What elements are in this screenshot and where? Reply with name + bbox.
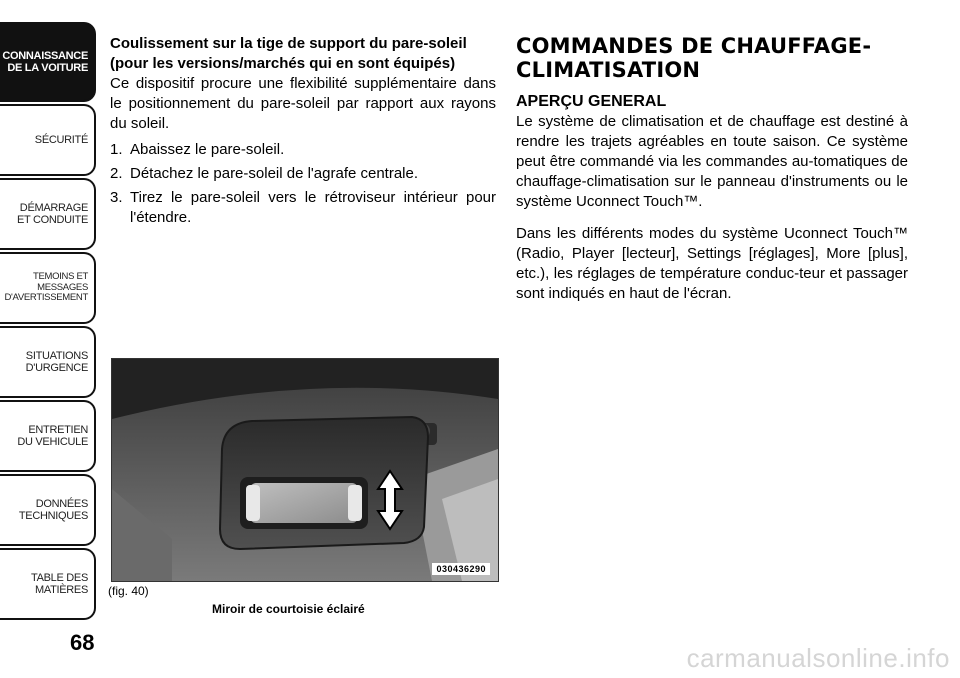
tab-temoins-messages[interactable]: TEMOINS ET MESSAGES D'AVERTISSEMENT [0,252,96,324]
page-number: 68 [70,630,95,655]
list-item: 2. Détachez le pare-soleil de l'agrafe centrale. [110,165,419,182]
tab-entretien-vehicule[interactable]: ENTRETIEN DU VEHICULE [0,400,96,472]
right-column [516,34,908,316]
sun-visor-figure [111,358,499,582]
modes-paragraph: Dans les différents modes du système Uconnect Touch™ (Radio, Player [lecteur], Settings [réglages], More [plus], etc.), les réglages de température conduc-teur et passager sont indiqués en haut de l'écran. [516,225,908,302]
figure-code: 030436290 [432,563,490,575]
tab-table-matieres[interactable]: TABLE DES MATIÈRES [0,548,96,620]
section-title: COMMANDES DE CHAUFFAGE-CLIMATISATION [516,34,872,82]
watermark: carmanualsonline.info [686,643,950,673]
list-item: 3. Tirez le pare-soleil vers le rétroviseur intérieur pour l'étendre. [110,189,496,226]
subheading: Coulissement sur la tige de support du pare-soleil (pour les versions/marchés qui en sont équipés) [110,35,467,72]
tab-connaissance-voiture[interactable]: CONNAISSANCE DE LA VOITURE [0,22,96,102]
steps-list [110,140,496,228]
chapter-sidebar [0,0,98,678]
tab-demarrage-conduite[interactable]: DÉMARRAGE ET CONDUITE [0,178,96,250]
tab-situations-urgence[interactable]: SITUATIONS D'URGENCE [0,326,96,398]
tab-securite[interactable]: SÉCURITÉ [0,104,96,176]
figure-caption: Miroir de courtoisie éclairé [212,602,365,616]
tab-donnees-techniques[interactable]: DONNÉES TECHNIQUES [0,474,96,546]
figure-reference: (fig. 40) [108,584,149,598]
left-column [110,34,496,232]
section-subtitle: APERÇU GENERAL [516,93,667,110]
sun-visor-illustration [112,359,498,581]
overview-paragraph: Le système de climatisation et de chauffage est destiné à rendre les trajets agréables en toute saison. Ce système peut être commandé via les commandes au-tomatiques de chauffage-climatisation sur le panneau d'instruments ou le système Uconnect Touch™. [516,113,908,210]
list-item: 1. Abaissez le pare-soleil. [110,141,285,158]
intro-paragraph: Ce dispositif procure une flexibilité supplémentaire dans le positionnement du pare-soleil par rapport aux rayons du soleil. [110,75,496,132]
